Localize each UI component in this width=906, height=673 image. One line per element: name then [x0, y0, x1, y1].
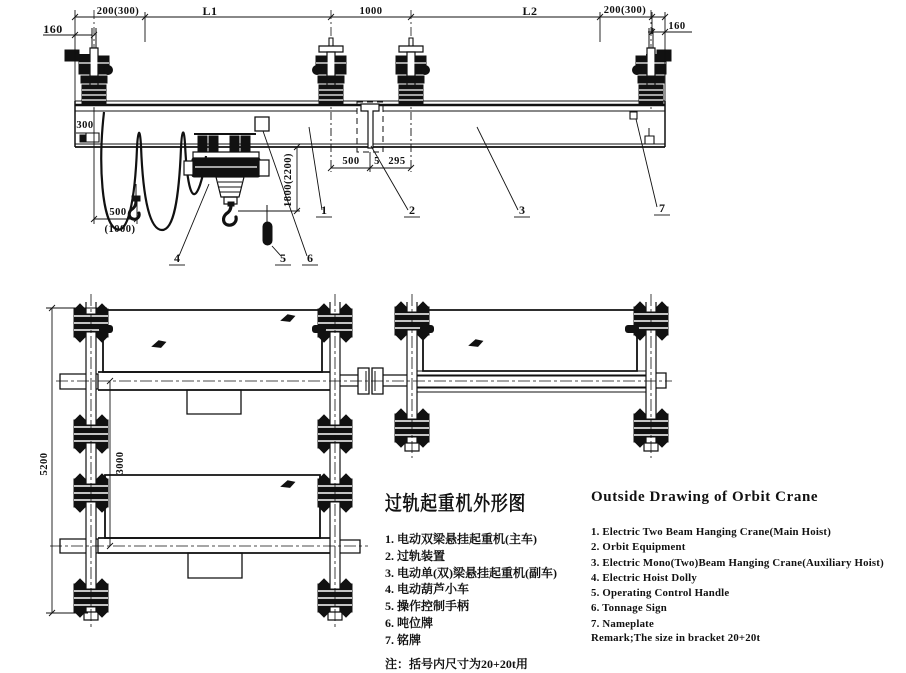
- legend-en-item: 7. Nameplate: [591, 617, 654, 630]
- dim-left-offset: 200(300): [96, 6, 140, 17]
- legend-en-remark: Remark;The size in bracket 20+20t: [591, 632, 761, 645]
- dim-span-right: L2: [522, 4, 538, 18]
- dim-hook-offset: 500: [109, 207, 127, 218]
- callout-6: 6: [307, 251, 313, 265]
- dim-outer-span: 5200: [39, 452, 50, 476]
- legend-en-item: 3. Electric Mono(Two)Beam Hanging Crane(Auxiliary Hoist): [591, 556, 884, 569]
- dimension-ticks: [72, 14, 668, 38]
- dim-joint-right-a: 5: [374, 156, 380, 167]
- dim-span-left: L1: [202, 4, 218, 18]
- legend-en-item: 4. Electric Hoist Dolly: [591, 571, 697, 584]
- legend-cn-item: 6. 吨位牌: [385, 615, 434, 630]
- dim-hook-path: 1800(2200): [283, 153, 294, 207]
- callout-3: 3: [519, 203, 525, 217]
- legend-cn-item: 1. 电动双梁悬挂起重机(主车): [385, 532, 537, 546]
- legend-cn-item: 7. 铭牌: [385, 632, 422, 647]
- legend-en-item: 2. Orbit Equipment: [591, 541, 686, 554]
- dim-joint-right-b: 295: [388, 156, 406, 167]
- runway-beam-bottom: [60, 538, 360, 553]
- end-trolley-assemblies: [65, 10, 671, 112]
- dim-left-end: 160: [43, 22, 63, 36]
- dim-right-end: 160: [668, 21, 686, 32]
- hook-icon: [224, 205, 237, 225]
- legend-cn-note: 注：括号内尺寸为20+20t用: [385, 656, 528, 671]
- legend-cn-item: 2. 过轨装置: [385, 548, 446, 563]
- dim-inner-gauge: 3000: [115, 451, 126, 475]
- elevation-dimension-lines: [43, 10, 692, 101]
- legend-en-item: 5. Operating Control Handle: [591, 587, 730, 600]
- legend-en-item: 6. Tonnage Sign: [591, 602, 667, 615]
- legend-english: [591, 489, 906, 644]
- legend-chinese: [385, 487, 595, 672]
- runway-beam-top: [60, 371, 666, 392]
- direction-marks: [150, 312, 485, 491]
- trolley-assembly: [65, 28, 113, 105]
- legend-cn-title: 过轨起重机外形图: [385, 493, 527, 515]
- dim-joint-left: 500: [342, 156, 360, 167]
- callout-2: 2: [409, 203, 415, 217]
- legend-cn-item: 3. 电动单(双)梁悬挂起重机(副车): [385, 565, 557, 580]
- trolley-assembly: [313, 38, 347, 105]
- nameplate: [630, 112, 637, 119]
- end-bracket: [645, 128, 654, 144]
- tonnage-sign: [255, 117, 269, 131]
- dim-hook-offset-alt: (1000): [104, 224, 136, 235]
- callout-1: 1: [321, 203, 327, 217]
- hoist-dolly-plan: [187, 390, 241, 414]
- callout-5: 5: [280, 251, 286, 265]
- dim-right-offset: 200(300): [603, 5, 647, 16]
- legend-en-title: Outside Drawing of Orbit Crane: [591, 489, 819, 505]
- legend-cn-item: 5. 操作控制手柄: [385, 599, 470, 614]
- dim-center-gap: 1000: [359, 6, 383, 17]
- legend-cn-item: 4. 电动葫芦小车: [385, 582, 470, 597]
- power-feed-bracket: [80, 133, 99, 142]
- hoist-dolly-plan: [188, 553, 242, 578]
- legend-en-items: [591, 525, 906, 632]
- drive-knobs: [99, 325, 639, 333]
- elevation-view: [43, 4, 692, 265]
- legend-cn-items: [385, 531, 595, 649]
- callout-7: 7: [659, 201, 665, 215]
- trolley-assembly: [396, 38, 430, 105]
- callout-4: 4: [174, 251, 180, 265]
- dim-drop: 300: [76, 120, 94, 131]
- legend-en-item: 1. Electric Two Beam Hanging Crane(Main Hoist): [591, 526, 832, 538]
